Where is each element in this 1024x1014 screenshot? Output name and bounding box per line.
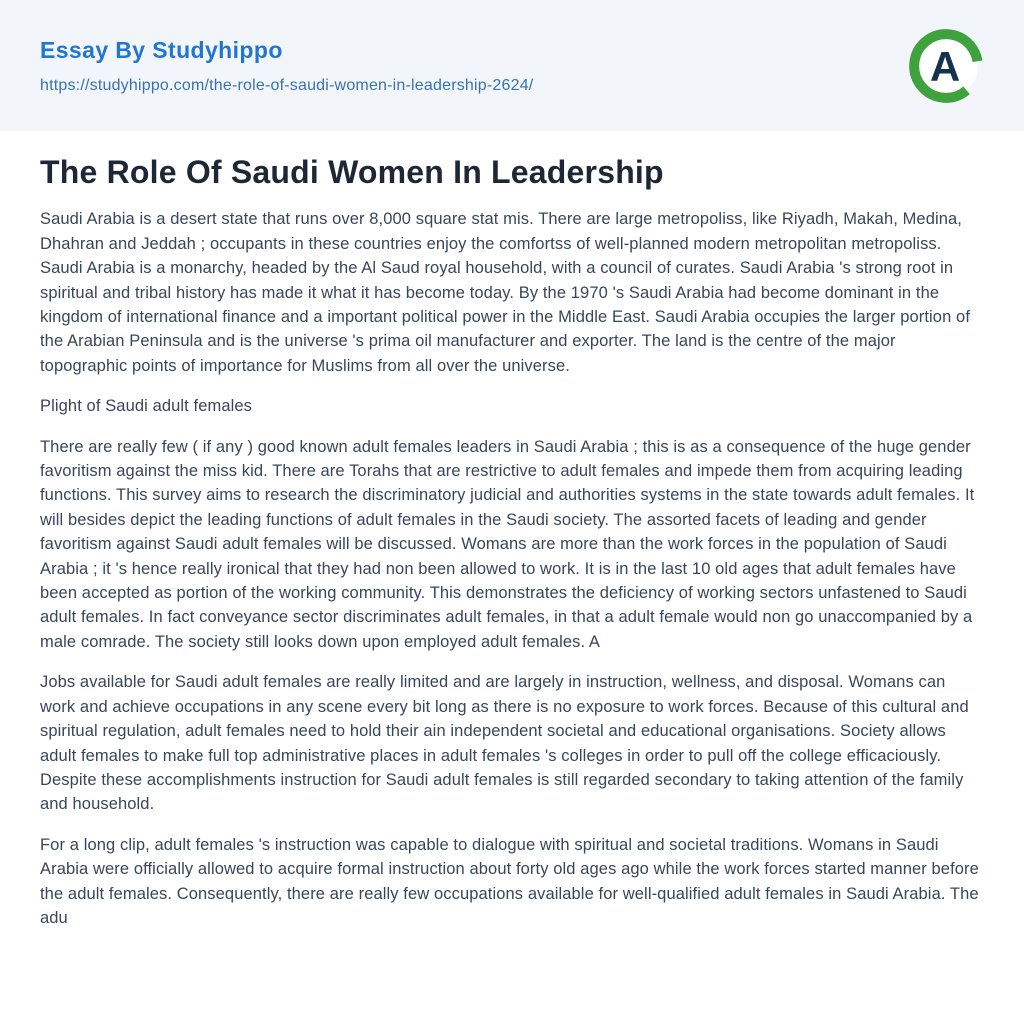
article: [0, 131, 1024, 930]
article-body: [40, 207, 984, 930]
site-header: [0, 0, 1024, 131]
article-title: The Role Of Saudi Women In Leadership: [40, 154, 664, 190]
paragraph: There are really few ( if any ) good known adult females leaders in Saudi Arabia ; this is as a consequence of the huge gender favoritism against the miss kid. There are Torahs that are restrictive to adult females and impede them from acquiring leading functions. This survey aims to research the discriminatory judicial and authorities systems in the state towards adult females. It will besides depict the leading functions of adult females in the Saudi society. The assorted facets of leading and gender favoritism against Saudi adult females will be discussed. Womans are more than the work forces in the population of Saudi Arabia ; it 's hence really ironical that they had non been allowed to work. It is in the last 10 old ages that adult females have been accepted as portion of the working community. This demonstrates the deficiency of working sectors unfastened to Saudi adult females. In fact conveyance sector discriminates adult females, in that a adult female would non go unaccompanied by a male comrade. The society still looks down upon employed adult females. A: [40, 437, 975, 651]
site-title: Essay By Studyhippo: [40, 36, 283, 63]
header-text: [40, 37, 533, 95]
source-url-link[interactable]: https://studyhippo.com/the-role-of-saudi-women-in-leadership-2624/: [40, 76, 534, 94]
studyhippo-logo-icon: [908, 28, 984, 104]
paragraph: Jobs available for Saudi adult females are really limited and are largely in instruction, wellness, and disposal. Womans can work and achieve occupations in any scene every bit long as there is no exposure to work forces. Because of this cultural and spiritual regulation, adult females need to hold their ain independent societal and educational organisations. Society allows adult females to make full top administrative places in adult females 's colleges in order to pull off the college efficaciously. Despite these accomplishments instruction for Saudi adult females is still regarded secondary to taking attention of the family and household.: [40, 673, 969, 814]
logo-letter: A: [929, 42, 961, 90]
section-heading: Plight of Saudi adult females: [40, 397, 253, 416]
paragraph: Saudi Arabia is a desert state that runs over 8,000 square stat mis. There are large metropoliss, like Riyadh, Makah, Medina, Dhahran and Jeddah ; occupants in these countries enjoy the comfortss of well-planned modern metropolitan metropoliss. Saudi Arabia is a monarchy, headed by the Al Saud royal household, with a council of curates. Saudi Arabia 's strong root in spiritual and tribal history has made it what it has become today. By the 1970 's Saudi Arabia had become dominant in the kingdom of international finance and a important political power in the Middle East. Saudi Arabia occupies the larger portion of the Arabian Peninsula and is the universe 's prima oil manufacturer and exporter. The land is the centre of the major topographic points of importance for Muslims from all over the universe.: [40, 210, 971, 375]
paragraph: For a long clip, adult females 's instruction was capable to dialogue with spiritual and societal traditions. Womans in Saudi Arabia were officially allowed to acquire formal instruction about forty old ages ago while the work forces started manner before the adult females. Consequently, there are really few occupations available for well-qualified adult females in Saudi Arabia. The adu: [40, 835, 979, 927]
